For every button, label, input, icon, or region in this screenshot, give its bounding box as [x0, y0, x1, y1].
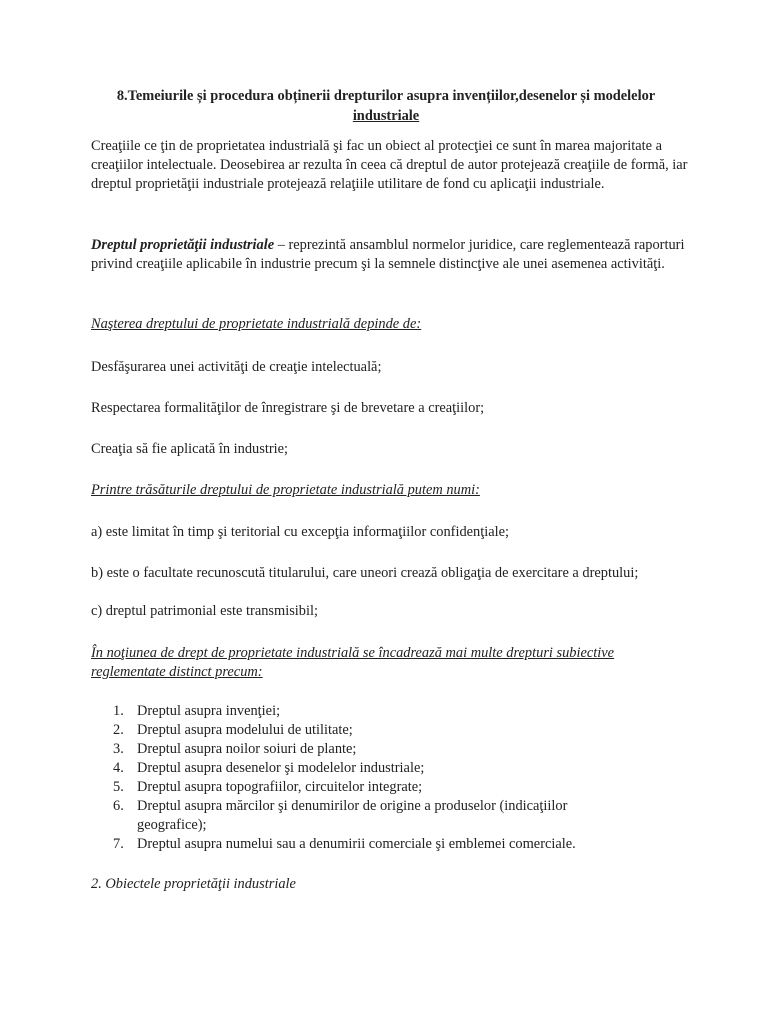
definition-paragraph: [91, 236, 691, 274]
section-heading-objects: 2. Obiectele proprietăţii industriale: [91, 876, 296, 892]
definition-text: – reprezintă ansamblul normelor juridice, care reglementează raporturi privind creaţiile aplicabile în industrie precum şi la semnele distincţive ale unei asemenea activităţi.: [91, 237, 685, 272]
title-line-1: 8.Temeiurile și procedura obținerii drepturilor asupra invențiilor,desenelor și modelelor: [116, 88, 656, 104]
rights-list: [91, 702, 621, 854]
feature-c: c) dreptul patrimonial este transmisibil;: [91, 603, 318, 619]
section-heading-birth: Naşterea dreptului de proprietate industrială depinde de:: [91, 316, 422, 332]
intro-paragraph: Creaţiile ce ţin de proprietatea industrială şi fac un obiect al protecţiei ce sunt în marea majoritate a creaţiilor intelectuale. Deosebirea ar rezulta în ceea că dreptul de autor protejează creaţiile de formă, iar dreptul proprietăţii industriale protejează relaţiile utilitare de fond cu aplicaţii industriale.: [91, 138, 688, 192]
list-item: 4. Dreptul asupra desenelor şi modelelor industriale;: [113, 760, 425, 776]
condition-item-1: Desfăşurarea unei activităţi de creaţie intelectuală;: [91, 359, 382, 375]
list-item: 2. Dreptul asupra modelului de utilitate;: [113, 722, 353, 738]
title-line-2: industriale: [352, 108, 420, 124]
feature-a: a) este limitat în timp şi teritorial cu excepţia informaţiilor confidenţiale;: [91, 524, 509, 540]
list-item: 5. Dreptul asupra topografiilor, circuitelor integrate;: [113, 779, 423, 795]
condition-item-3: Creaţia să fie aplicată în industrie;: [91, 441, 288, 457]
list-item: 6. Dreptul asupra mărcilor şi denumirilor de origine a produselor (indicaţiilor geografice);: [113, 798, 568, 833]
list-item: 1. Dreptul asupra invenţiei;: [113, 703, 281, 719]
condition-item-2: Respectarea formalităţilor de înregistrare şi de brevetare a creaţiilor;: [91, 400, 485, 416]
document-title: [86, 86, 686, 126]
definition-term: Dreptul proprietăţii industriale: [91, 237, 275, 253]
list-item: 7. Dreptul asupra numelui sau a denumirii comerciale şi emblemei comerciale.: [113, 836, 576, 852]
section-heading-features: Printre trăsăturile dreptului de proprietate industrială putem numi:: [91, 482, 480, 498]
feature-b: b) este o facultate recunoscută titularului, care uneori crează obligaţia de exercitare a dreptului;: [91, 565, 639, 581]
section-heading-rights: În noţiunea de drept de proprietate industrială se încadrează mai multe drepturi subiective reglementate distinct precum:: [91, 645, 615, 680]
list-item: 3. Dreptul asupra noilor soiuri de plante;: [113, 741, 357, 757]
